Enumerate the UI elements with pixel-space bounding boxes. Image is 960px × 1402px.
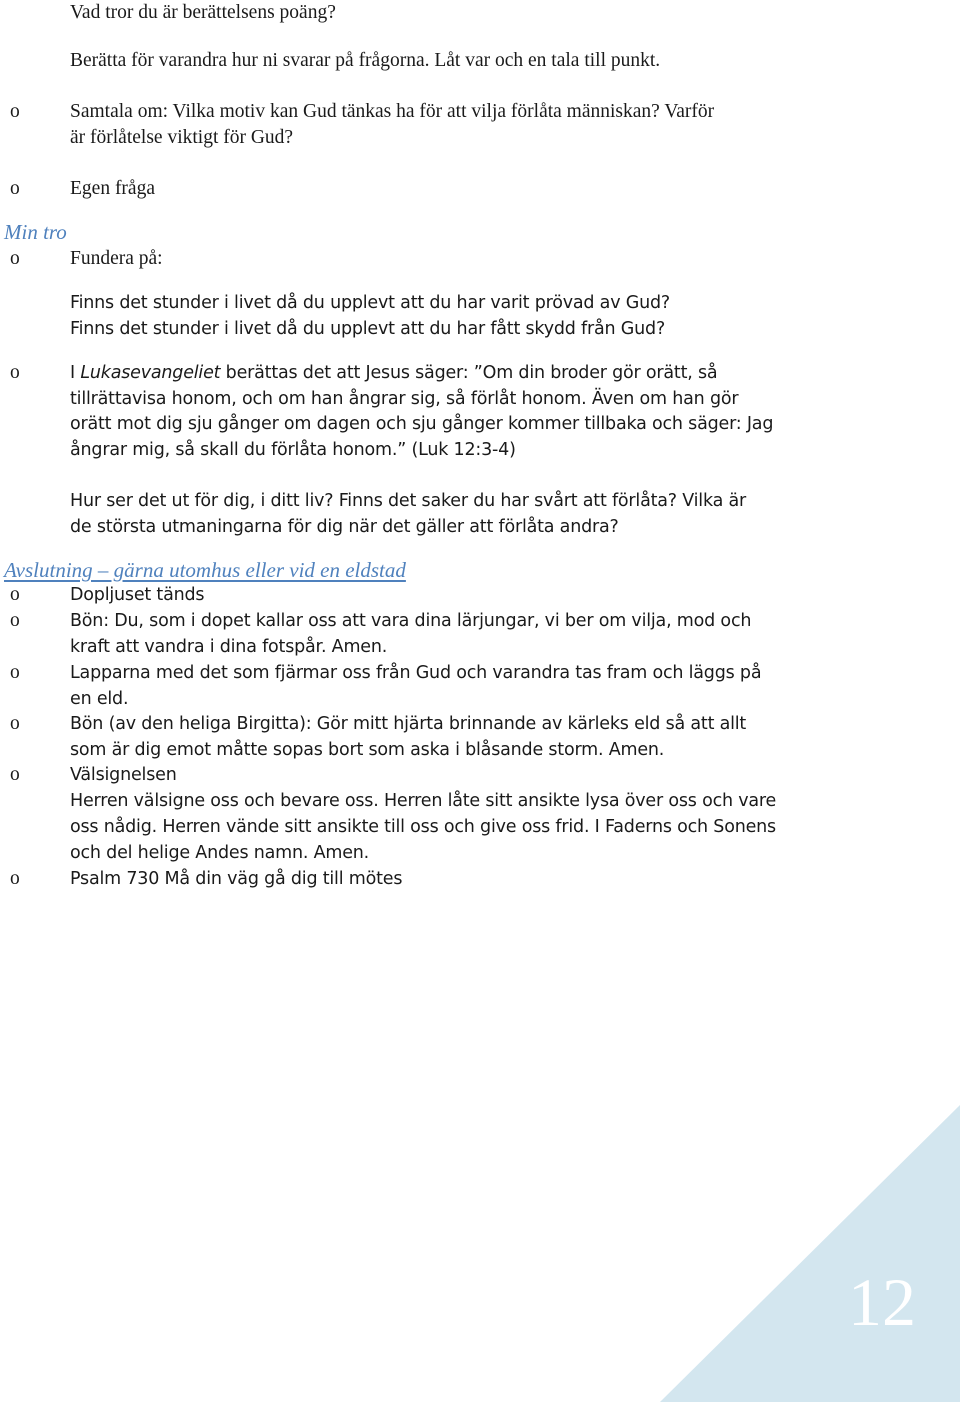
list-item-text: som är dig emot måtte sopas bort som aska i blåsande storm. Amen. [70,740,665,760]
scripture-line: orätt mot dig sju gånger om dagen och sju gånger kommer tillbaka och säger: Jag [70,414,774,434]
page-number: 12 [848,1264,916,1340]
list-item-text: kraft att vandra i dina fotspår. Amen. [70,637,388,657]
bullet-icon: o [10,610,20,631]
list-item-text: är förlåtelse viktigt för Gud? [70,127,294,148]
instruction-line: Berätta för varandra hur ni svarar på frågorna. Låt var och en tala till punkt. [70,50,661,71]
bullet-icon: o [10,662,20,683]
list-item-text: Egen fråga [70,178,155,199]
scripture-line: tillrättavisa honom, och om han ångrar sig, så förlåt honom. Även om han gör [70,389,739,409]
list-item-text: oss nådig. Herren vände sitt ansikte till oss och give oss frid. I Faderns och Sonens [70,817,776,837]
bullet-icon: o [10,362,20,383]
bullet-icon: o [10,178,20,199]
bullet-icon: o [10,868,20,889]
list-item-text: Bön (av den heliga Birgitta): Gör mitt hjärta brinnande av kärleks eld så att allt [70,714,747,734]
bullet-icon: o [10,101,20,122]
list-item-text: och del helige Andes namn. Amen. [70,843,370,863]
book-title: Lukasevangeliet [80,363,221,383]
list-item-text: en eld. [70,689,129,709]
list-item-text: Psalm 730 Må din väg gå dig till mötes [70,869,403,889]
section-heading-avslutning: Avslutning – gärna utomhus eller vid en eldstad [4,558,406,582]
scripture-line: I Lukasevangeliet berättas det att Jesus säger: ”Om din broder gör orätt, så [70,363,718,383]
reflection-line: Finns det stunder i livet då du upplevt att du har varit prövad av Gud? [70,293,670,313]
question-line: de största utmaningarna för dig när det gäller att förlåta andra? [70,517,619,537]
bullet-icon: o [10,764,20,785]
list-item-text: Dopljuset tänds [70,585,205,605]
bullet-icon: o [10,584,20,605]
list-item-text: Välsignelsen [70,765,177,785]
scripture-line: ångrar mig, så skall du förlåta honom.” (Luk 12:3-4) [70,440,516,460]
list-item-text: Fundera på: [70,248,163,269]
list-item-text: Bön: Du, som i dopet kallar oss att vara dina lärjungar, vi ber om vilja, mod och [70,611,752,631]
reflection-line: Finns det stunder i livet då du upplevt att du har fått skydd från Gud? [70,319,666,339]
question-line: Vad tror du är berättelsens poäng? [70,2,336,23]
section-heading-min-tro: Min tro [4,220,67,244]
list-item-text: Herren välsigne oss och bevare oss. Herren låte sitt ansikte lysa över oss och vare [70,791,777,811]
question-line: Hur ser det ut för dig, i ditt liv? Finns det saker du har svårt att förlåta? Vilka är [70,491,746,511]
bullet-icon: o [10,248,20,269]
bullet-icon: o [10,713,20,734]
list-item-text: Lapparna med det som fjärmar oss från Gud och varandra tas fram och läggs på [70,663,762,683]
list-item-text: Samtala om: Vilka motiv kan Gud tänkas ha för att vilja förlåta människan? Varför [70,101,715,122]
